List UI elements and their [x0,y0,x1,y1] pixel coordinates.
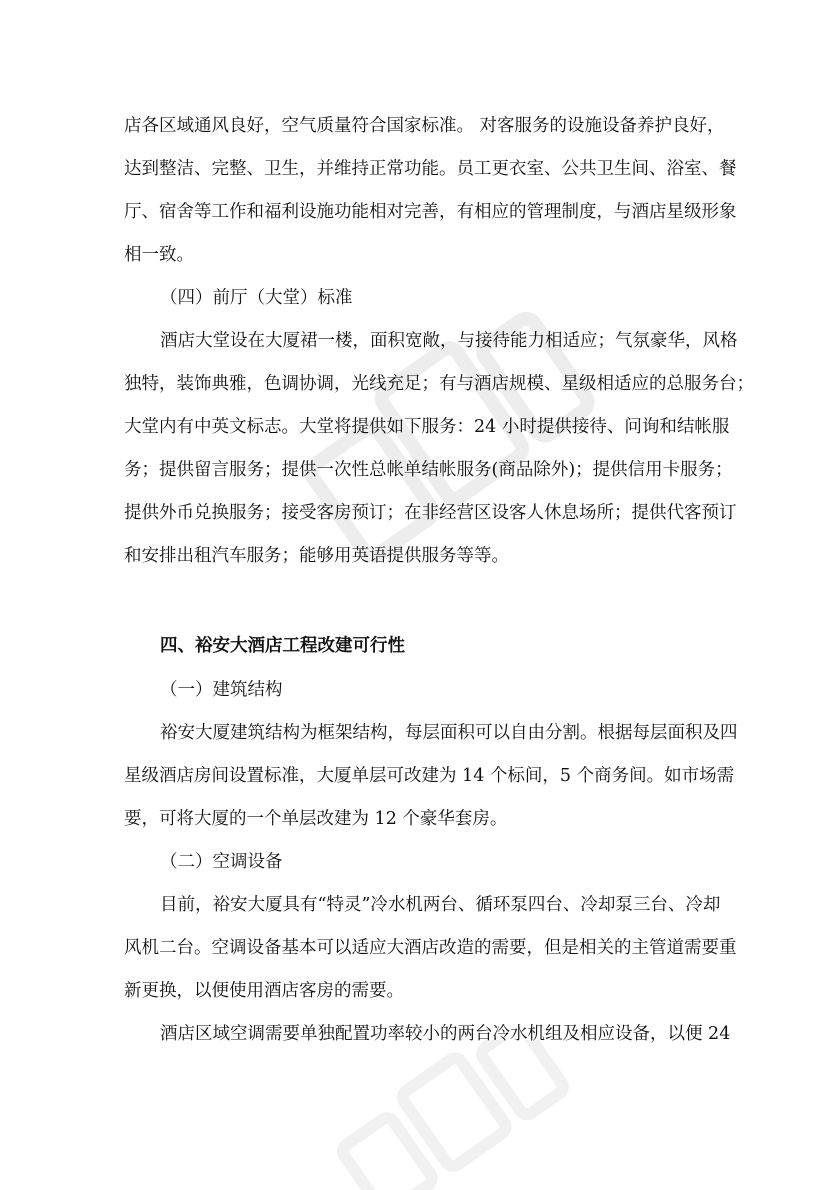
body-line-9: 务；提供留言服务；提供一次性总帐单结帐服务(商品除外)；提供信用卡服务； [124,460,733,480]
body-line-20: 新更换，以便使用酒店客房的需要。 [124,981,404,1001]
body-line-3: 厅、宿舍等工作和福利设施功能相对完善，有相应的管理制度，与酒店星级形象 [124,202,737,222]
body-line-7: 独特，装饰典雅，色调协调，光线充足；有与酒店规模、星级相适应的总服务台； [124,374,754,394]
body-line-11: 和安排出租汽车服务；能够用英语提供服务等等。 [124,546,509,566]
body-line-16: 要，可将大厦的一个单层改建为 12 个豪华套房。 [124,809,508,829]
body-line-18: 目前，裕安大厦具有“特灵”冷水机两台、循环泵四台、冷却泵三台、冷却 [160,895,721,915]
section-heading-aircon: （二）空调设备 [160,852,283,872]
body-line-10: 提供外币兑换服务；接受客房预订；在非经营区设客人休息场所；提供代客预订 [124,503,737,523]
body-line-21: 酒店区域空调需要单独配置功率较小的两台冷水机组及相应设备，以便 24 [160,1024,731,1044]
watermark-logo [230,270,650,630]
body-line-2: 达到整洁、完整、卫生，并维持正常功能。员工更衣室、公共卫生间、浴室、餐 [124,159,737,179]
body-line-14: 裕安大厦建筑结构为框架结构，每层面积可以自由分割。根据每层面积及四 [160,723,738,743]
body-line-15: 星级酒店房间设置标准，大厦单层可改建为 14 个标间，5 个商务间。如市场需 [124,766,735,786]
chapter-heading-feasibility: 四、裕安大酒店工程改建可行性 [160,636,405,656]
body-line-8: 大堂内有中英文标志。大堂将提供如下服务：24 小时提供接待、问询和结帐服 [124,417,730,437]
body-line-4: 相一致。 [124,245,194,265]
body-line-1: 店各区域通风良好，空气质量符合国家标准。 对客服务的设施设备养护良好， [124,116,725,136]
body-line-19: 风机二台。空调设备基本可以适应大酒店改造的需要，但是相关的主管道需要重 [124,938,737,958]
body-line-6: 酒店大堂设在大厦裙一楼，面积宽敞，与接待能力相适应；气氛豪华，风格 [160,331,738,351]
watermark-logo-bottom [300,1040,600,1190]
section-heading-structure: （一）建筑结构 [160,680,283,700]
section-heading-front-hall: （四）前厅（大堂）标准 [160,288,353,308]
